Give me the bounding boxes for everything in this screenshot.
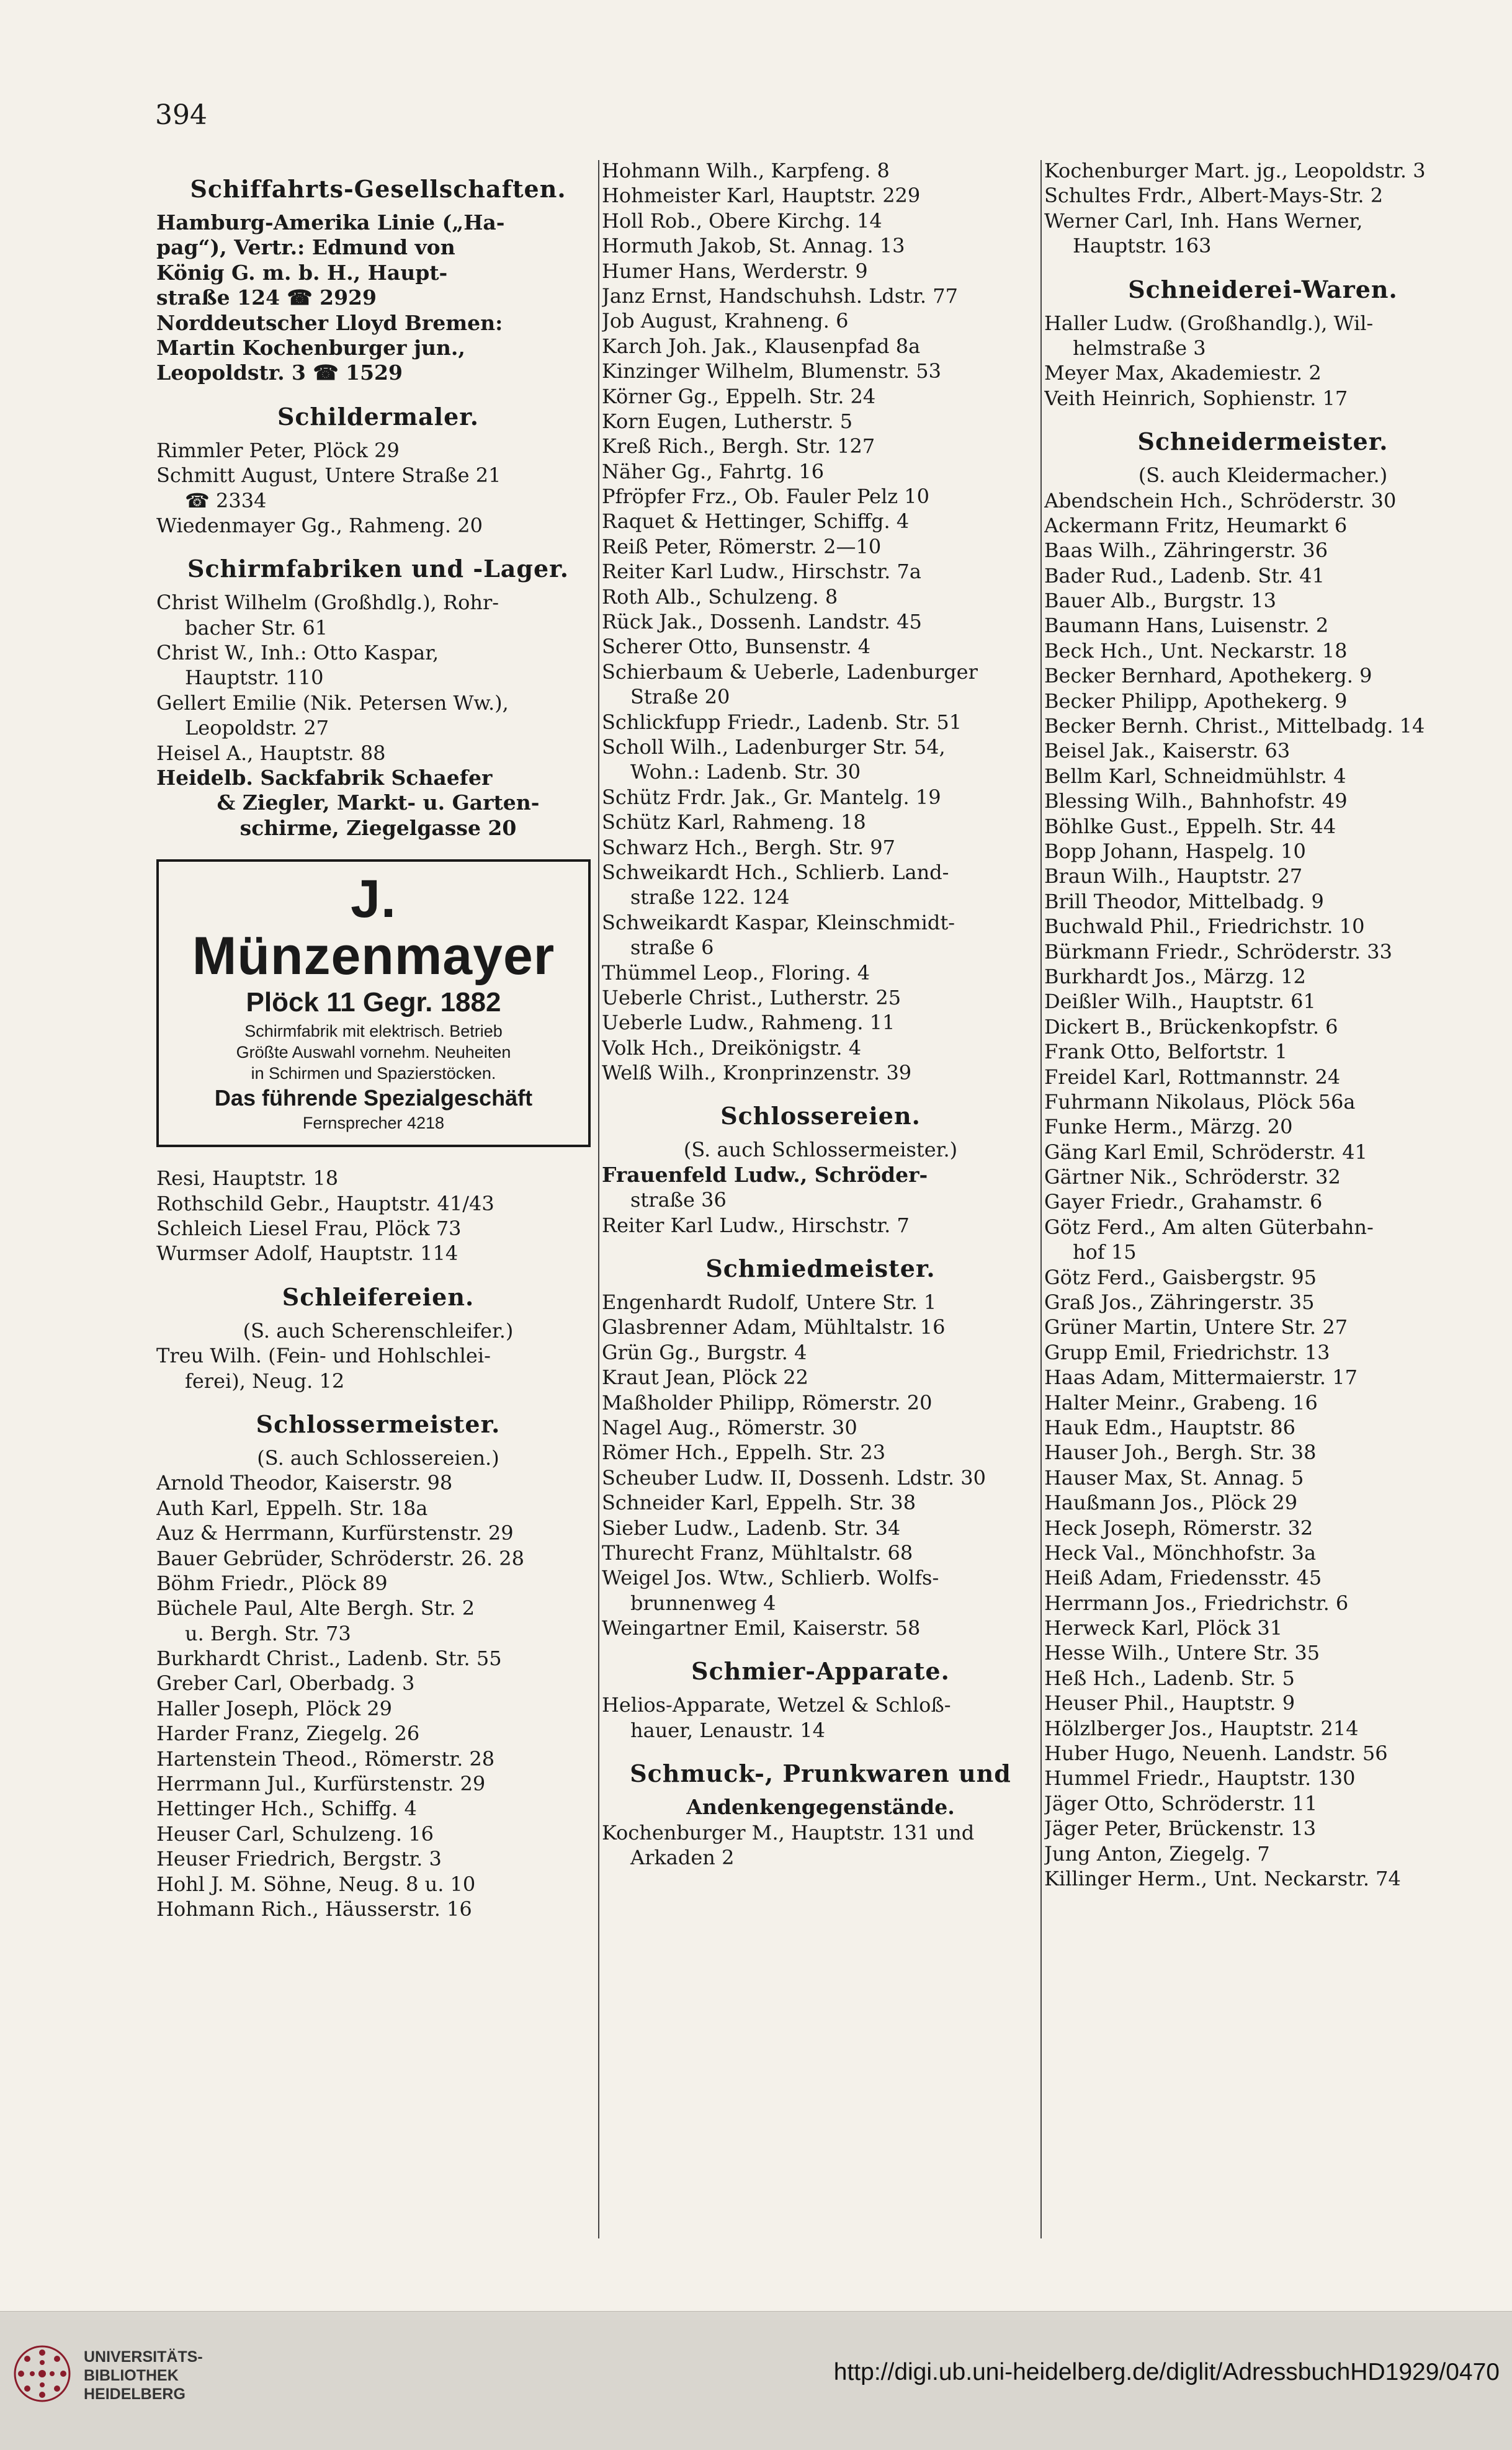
university-library-logo-icon <box>12 2344 72 2403</box>
directory-entry: Schütz Frdr. Jak., Gr. Mantelg. 19 <box>602 785 941 809</box>
directory-entry: Humer Hans, Werderstr. 9 <box>602 259 868 283</box>
directory-entry: Becker Bernhard, Apothekerg. 9 <box>1044 664 1372 688</box>
directory-entry: Haas Adam, Mittermaierstr. 17 <box>1044 1366 1358 1390</box>
directory-entry: Deißler Wilh., Hauptstr. 61 <box>1044 990 1316 1014</box>
ad-line-2: Größte Auswahl vornehm. Neuheiten <box>236 1043 511 1062</box>
directory-entry: hof 15 <box>1073 1240 1137 1264</box>
directory-entry: Beisel Jak., Kaiserstr. 63 <box>1044 739 1291 763</box>
section-heading: Schirmfabriken und -Lager. <box>187 555 569 583</box>
directory-entry: Resi, Hauptstr. 18 <box>156 1166 339 1191</box>
directory-entry: Ackermann Fritz, Heumarkt 6 <box>1044 513 1348 537</box>
directory-entry: Christ W., Inh.: Otto Kaspar, <box>156 641 439 665</box>
ad-address: Plöck 11 Gegr. 1882 <box>246 987 501 1018</box>
directory-entry: Haller Ludw. (Großhandlg.), Wil- <box>1044 311 1374 335</box>
ad-line-1: Schirmfabrik mit elektrisch. Betrieb <box>244 1022 503 1041</box>
column-divider <box>1040 160 1042 2238</box>
directory-entry: Gayer Friedr., Grahamstr. 6 <box>1044 1190 1323 1214</box>
directory-entry: Römer Hch., Eppelh. Str. 23 <box>602 1441 886 1465</box>
ad-company-name: J. Münzenmayer <box>192 869 555 986</box>
directory-entry: Heiß Adam, Friedensstr. 45 <box>1044 1566 1322 1590</box>
directory-entry: Götz Ferd., Am alten Güterbahn- <box>1044 1215 1374 1239</box>
advertisement-muenzenmayer <box>156 859 591 1147</box>
directory-entry: Heuser Phil., Hauptstr. 9 <box>1044 1691 1295 1715</box>
directory-entry: Heuser Friedrich, Bergstr. 3 <box>156 1847 442 1871</box>
section-heading: Schleifereien. <box>282 1282 475 1311</box>
directory-entry: Becker Philipp, Apothekerg. 9 <box>1044 689 1348 713</box>
directory-entry: Baas Wilh., Zähringerstr. 36 <box>1044 539 1328 563</box>
section-heading: Schneiderei-Waren. <box>1128 275 1398 303</box>
directory-entry: bacher Str. 61 <box>185 615 328 640</box>
directory-entry: straße 36 <box>630 1188 727 1212</box>
directory-entry: Beck Hch., Unt. Neckarstr. 18 <box>1044 638 1348 663</box>
ad-phone: Fernsprecher 4218 <box>302 1114 445 1133</box>
directory-entry: Martin Kochenburger jun., <box>156 335 465 360</box>
directory-entry: & Ziegler, Markt- u. Garten- <box>217 790 540 815</box>
directory-entry: Hettinger Hch., Schiffg. 4 <box>156 1797 417 1821</box>
page-number: 394 <box>155 99 207 131</box>
directory-entry: Jung Anton, Ziegelg. 7 <box>1044 1841 1270 1866</box>
directory-entry: Hauser Joh., Bergh. Str. 38 <box>1044 1441 1317 1465</box>
directory-entry: Graß Jos., Zähringerstr. 35 <box>1044 1290 1315 1315</box>
directory-entry: (S. auch Scherenschleifer.) <box>243 1318 514 1343</box>
directory-entry: Thümmel Leop., Floring. 4 <box>602 960 870 985</box>
directory-entry: Schleich Liesel Frau, Plöck 73 <box>156 1216 462 1240</box>
directory-entry: Scherer Otto, Bunsenstr. 4 <box>602 635 871 659</box>
section-heading: Schmiedmeister. <box>705 1254 936 1283</box>
directory-entry: Bauer Alb., Burgstr. 13 <box>1044 589 1276 613</box>
ad-line-3: in Schirmen und Spazierstöcken. <box>251 1064 496 1083</box>
directory-entry: Frank Otto, Belfortstr. 1 <box>1044 1040 1288 1064</box>
viewer-footer <box>0 2311 1512 2450</box>
directory-column-1 <box>156 158 600 1921</box>
directory-entry: pag“), Vertr.: Edmund von <box>156 235 455 260</box>
directory-entry: Leopoldstr. 27 <box>185 716 329 740</box>
directory-entry: Bopp Johann, Haspelg. 10 <box>1044 839 1306 863</box>
directory-entry: Baumann Hans, Luisenstr. 2 <box>1044 614 1329 638</box>
section-heading: Schlossereien. <box>720 1102 921 1130</box>
directory-entry: Körner Gg., Eppelh. Str. 24 <box>602 384 876 408</box>
directory-entry: Janz Ernst, Handschuhsh. Ldstr. 77 <box>602 284 958 308</box>
directory-entry: Norddeutscher Lloyd Bremen: <box>156 310 503 335</box>
directory-entry: Hölzlberger Jos., Hauptstr. 214 <box>1044 1716 1359 1740</box>
directory-entry: Killinger Herm., Unt. Neckarstr. 74 <box>1044 1867 1401 1890</box>
directory-entry: Kraut Jean, Plöck 22 <box>602 1366 808 1390</box>
directory-entry: Hamburg-Amerika Linie („Ha- <box>156 210 505 235</box>
directory-entry: Braun Wilh., Hauptstr. 27 <box>1044 864 1303 888</box>
directory-entry: Thurecht Franz, Mühltalstr. 68 <box>602 1540 913 1565</box>
ad-slogan: Das führende Spezialgeschäft <box>214 1085 533 1111</box>
directory-entry: Sieber Ludw., Ladenb. Str. 34 <box>602 1516 901 1540</box>
directory-entry: straße 6 <box>630 936 714 960</box>
directory-entry: Herweck Karl, Plöck 31 <box>1044 1616 1283 1640</box>
directory-entry: Karch Joh. Jak., Klausenpfad 8a <box>602 334 921 358</box>
directory-entry: Weingartner Emil, Kaiserstr. 58 <box>602 1616 921 1640</box>
directory-entry: Schneider Karl, Eppelh. Str. 38 <box>602 1491 916 1515</box>
directory-entry: Reiter Karl Ludw., Hirschstr. 7a <box>602 560 921 584</box>
directory-entry: Greber Carl, Oberbadg. 3 <box>156 1671 415 1696</box>
directory-column-3 <box>1044 158 1482 1891</box>
directory-entry: Huber Hugo, Neuenh. Landstr. 56 <box>1044 1741 1388 1766</box>
directory-entry: Rothschild Gebr., Hauptstr. 41/43 <box>156 1191 494 1215</box>
directory-entry: Näher Gg., Fahrtg. 16 <box>602 459 825 483</box>
directory-entry: Heck Val., Mönchhofstr. 3a <box>1044 1540 1317 1565</box>
directory-entry: Hauk Edm., Hauptstr. 86 <box>1044 1415 1295 1439</box>
directory-entry: Abendschein Hch., Schröderstr. 30 <box>1044 488 1397 512</box>
directory-entry: Hauptstr. 110 <box>185 666 324 690</box>
directory-entry: Werner Carl, Inh. Hans Werner, <box>1044 208 1363 233</box>
directory-entry: Heck Joseph, Römerstr. 32 <box>1044 1516 1313 1540</box>
directory-entry: Treu Wilh. (Fein- und Hohlschlei- <box>156 1344 491 1368</box>
directory-entry: Halter Meinr., Grabeng. 16 <box>1044 1390 1318 1415</box>
directory-entry: Hohmann Wilh., Karpfeng. 8 <box>602 159 890 182</box>
directory-entry: straße 124 ☎ 2929 <box>156 285 377 310</box>
directory-entry: Pfröpfer Frz., Ob. Fauler Pelz 10 <box>602 485 929 509</box>
directory-entry: Bellm Karl, Schneidmühlstr. 4 <box>1044 764 1346 788</box>
directory-entry: Kochenburger M., Hauptstr. 131 und <box>602 1820 975 1844</box>
directory-entry: Hauptstr. 163 <box>1073 234 1212 258</box>
directory-entry: Schmitt August, Untere Straße 21 <box>156 463 501 488</box>
directory-entry: Arkaden 2 <box>630 1846 735 1870</box>
directory-entry: Haußmann Jos., Plöck 29 <box>1044 1491 1298 1515</box>
directory-entry: Scheuber Ludw. II, Dossenh. Ldstr. 30 <box>602 1465 986 1490</box>
directory-entry: Götz Ferd., Gaisbergstr. 95 <box>1044 1265 1317 1289</box>
directory-entry: Gellert Emilie (Nik. Petersen Ww.), <box>156 691 509 715</box>
directory-entry: Gäng Karl Emil, Schröderstr. 41 <box>1044 1140 1367 1164</box>
directory-entry: Burkhardt Jos., Märzg. 12 <box>1044 964 1306 988</box>
directory-entry: Rimmler Peter, Plöck 29 <box>156 438 400 462</box>
directory-entry: Korn Eugen, Lutherstr. 5 <box>602 409 853 433</box>
permalink-url[interactable]: http://digi.ub.uni-heidelberg.de/diglit/AdressbuchHD1929/0470 <box>833 2359 1500 2385</box>
directory-entry: Grün Gg., Burgstr. 4 <box>602 1340 807 1364</box>
directory-entry: Ueberle Ludw., Rahmeng. 11 <box>602 1011 895 1035</box>
directory-entry: brunnenweg 4 <box>630 1591 776 1615</box>
directory-entry: Hohl J. M. Söhne, Neug. 8 u. 10 <box>156 1872 476 1896</box>
directory-entry: Job August, Krahneng. 6 <box>602 309 849 333</box>
directory-entry: Wohn.: Ladenb. Str. 30 <box>630 760 861 784</box>
directory-entry: Schlickfupp Friedr., Ladenb. Str. 51 <box>602 710 962 734</box>
directory-entry: Schweikardt Hch., Schlierb. Land- <box>602 860 949 884</box>
directory-entry: Meyer Max, Akademiestr. 2 <box>1044 361 1322 385</box>
directory-entry: Hauser Max, St. Annag. 5 <box>1044 1465 1304 1490</box>
directory-entry: Reiß Peter, Römerstr. 2—10 <box>602 534 882 558</box>
directory-entry: Raquet & Hettinger, Schiffg. 4 <box>602 509 910 534</box>
directory-entry: Heß Hch., Ladenb. Str. 5 <box>1044 1666 1295 1690</box>
directory-entry: Kinzinger Wilhelm, Blumenstr. 53 <box>602 359 941 383</box>
directory-entry: Grüner Martin, Untere Str. 27 <box>1044 1315 1348 1339</box>
directory-entry: Frauenfeld Ludw., Schröder- <box>602 1162 928 1187</box>
section-heading: Schiffahrts-Gesellschaften. <box>190 175 566 203</box>
directory-entry: Wurmser Adolf, Hauptstr. 114 <box>156 1241 459 1266</box>
directory-entry: Hormuth Jakob, St. Annag. 13 <box>602 234 905 258</box>
directory-entry: Hummel Friedr., Hauptstr. 130 <box>1044 1766 1356 1791</box>
directory-entry: Hohmeister Karl, Hauptstr. 229 <box>602 184 921 208</box>
directory-entry: Gärtner Nik., Schröderstr. 32 <box>1044 1165 1341 1189</box>
library-name-line: HEIDELBERG <box>84 2385 186 2403</box>
directory-entry: Leopoldstr. 3 ☎ 1529 <box>156 360 403 385</box>
directory-entry: Hartenstein Theod., Römerstr. 28 <box>156 1746 495 1771</box>
directory-entry: ferei), Neug. 12 <box>185 1369 345 1393</box>
directory-entry: helmstraße 3 <box>1073 336 1206 360</box>
directory-entry: schirme, Ziegelgasse 20 <box>239 815 517 840</box>
library-name <box>84 2348 203 2403</box>
library-name-line: BIBLIOTHEK <box>84 2367 179 2384</box>
directory-entry: Roth Alb., Schulzeng. 8 <box>602 584 838 609</box>
directory-entry: Auth Karl, Eppelh. Str. 18a <box>156 1496 428 1520</box>
directory-entry: Herrmann Jos., Friedrichstr. 6 <box>1044 1591 1349 1615</box>
directory-entry: Kochenburger Mart. jg., Leopoldstr. 3 <box>1044 159 1426 182</box>
directory-entry: Becker Bernh. Christ., Mittelbadg. 14 <box>1044 714 1425 738</box>
directory-entry: Schultes Frdr., Albert-Mays-Str. 2 <box>1044 184 1384 208</box>
directory-entry: Weigel Jos. Wtw., Schlierb. Wolfs- <box>602 1566 939 1590</box>
library-name-line: UNIVERSITÄTS- <box>84 2348 203 2366</box>
directory-entry: Heidelb. Sackfabrik Schaefer <box>156 766 493 790</box>
section-heading: Schmier-Apparate. <box>691 1657 950 1686</box>
section-heading: Schmuck-, Prunkwaren und <box>630 1759 1011 1788</box>
directory-entry: Rück Jak., Dossenh. Landstr. 45 <box>602 610 922 634</box>
directory-entry: Hohmann Rich., Häusserstr. 16 <box>156 1897 472 1921</box>
section-heading: Schneidermeister. <box>1137 427 1389 456</box>
directory-entry: Dickert B., Brückenkopfstr. 6 <box>1044 1014 1338 1039</box>
directory-entry: Glasbrenner Adam, Mühltalstr. 16 <box>602 1315 946 1339</box>
directory-entry: Engenhardt Rudolf, Untere Str. 1 <box>602 1290 937 1315</box>
directory-entry: Böhm Friedr., Plöck 89 <box>156 1571 388 1595</box>
directory-entry: Andenkengegenstände. <box>686 1795 955 1820</box>
directory-entry: Grupp Emil, Friedrichstr. 13 <box>1044 1340 1330 1364</box>
directory-entry: Ueberle Christ., Lutherstr. 25 <box>602 985 901 1009</box>
directory-entry: Maßholder Philipp, Römerstr. 20 <box>602 1390 933 1415</box>
directory-entry: (S. auch Schlossermeister.) <box>683 1138 958 1162</box>
directory-entry: Holl Rob., Obere Kirchg. 14 <box>602 208 882 233</box>
directory-entry: Funke Herm., Märzg. 20 <box>1044 1115 1293 1139</box>
directory-entry: Harder Franz, Ziegelg. 26 <box>156 1722 420 1746</box>
directory-entry: Bürkmann Friedr., Schröderstr. 33 <box>1044 939 1392 963</box>
directory-entry: Herrmann Jul., Kurfürstenstr. 29 <box>156 1772 486 1796</box>
directory-entry: u. Bergh. Str. 73 <box>185 1621 351 1645</box>
directory-entry: Heisel A., Hauptstr. 88 <box>156 741 386 765</box>
directory-entry: Schierbaum & Ueberle, Ladenburger <box>602 659 978 684</box>
directory-entry: Schütz Karl, Rahmeng. 18 <box>602 810 866 834</box>
directory-entry: Bauer Gebrüder, Schröderstr. 26. 28 <box>156 1546 524 1570</box>
directory-entry: Nagel Aug., Römerstr. 30 <box>602 1415 857 1439</box>
directory-entry: Burkhardt Christ., Ladenb. Str. 55 <box>156 1647 502 1671</box>
section-heading: Schlossermeister. <box>256 1410 501 1438</box>
directory-column-2 <box>602 158 1039 1870</box>
directory-entry: Haller Joseph, Plöck 29 <box>156 1696 392 1720</box>
directory-entry: Scholl Wilh., Ladenburger Str. 54, <box>602 735 946 759</box>
directory-entry: Wiedenmayer Gg., Rahmeng. 20 <box>156 513 483 537</box>
directory-entry: (S. auch Schlossereien.) <box>257 1446 499 1470</box>
directory-entry: Schwarz Hch., Bergh. Str. 97 <box>602 835 896 859</box>
directory-entry: Christ Wilhelm (Großhdlg.), Rohr- <box>156 591 499 615</box>
directory-entry: Jäger Peter, Brückenstr. 13 <box>1044 1817 1317 1841</box>
directory-entry: Brill Theodor, Mittelbadg. 9 <box>1044 889 1324 913</box>
directory-entry: Böhlke Gust., Eppelh. Str. 44 <box>1044 814 1336 838</box>
directory-entry: Heuser Carl, Schulzeng. 16 <box>156 1822 434 1846</box>
directory-entry: hauer, Lenaustr. 14 <box>630 1718 825 1742</box>
directory-entry: Schweikardt Kaspar, Kleinschmidt- <box>602 910 955 934</box>
directory-entry: Buchwald Phil., Friedrichstr. 10 <box>1044 914 1365 939</box>
directory-entry: Kreß Rich., Bergh. Str. 127 <box>602 434 875 458</box>
directory-entry: (S. auch Kleidermacher.) <box>1138 463 1388 488</box>
directory-entry: Büchele Paul, Alte Bergh. Str. 2 <box>156 1596 475 1621</box>
directory-entry: Blessing Wilh., Bahnhofstr. 49 <box>1044 789 1348 813</box>
directory-entry: Veith Heinrich, Sophienstr. 17 <box>1044 386 1348 410</box>
directory-entry: Freidel Karl, Rottmannstr. 24 <box>1044 1065 1341 1089</box>
directory-entry: straße 122. 124 <box>630 885 790 910</box>
section-heading: Schildermaler. <box>277 402 480 431</box>
directory-entry: König G. m. b. H., Haupt- <box>156 260 448 285</box>
directory-entry: Jäger Otto, Schröderstr. 11 <box>1044 1791 1318 1815</box>
directory-entry: Helios-Apparate, Wetzel & Schloß- <box>602 1693 951 1717</box>
directory-entry: Straße 20 <box>630 685 730 709</box>
directory-entry: Bader Rud., Ladenb. Str. 41 <box>1044 563 1325 588</box>
directory-entry: Hesse Wilh., Untere Str. 35 <box>1044 1641 1320 1665</box>
directory-entry: Arnold Theodor, Kaiserstr. 98 <box>156 1471 453 1495</box>
directory-entry: Welß Wilh., Kronprinzenstr. 39 <box>602 1061 912 1085</box>
directory-entry: Fuhrmann Nikolaus, Plöck 56a <box>1044 1089 1356 1114</box>
directory-entry: Volk Hch., Dreikönigstr. 4 <box>602 1035 862 1060</box>
directory-entry: Auz & Herrmann, Kurfürstenstr. 29 <box>156 1521 514 1545</box>
directory-entry: Reiter Karl Ludw., Hirschstr. 7 <box>602 1213 910 1237</box>
directory-entry: ☎ 2334 <box>185 488 267 512</box>
